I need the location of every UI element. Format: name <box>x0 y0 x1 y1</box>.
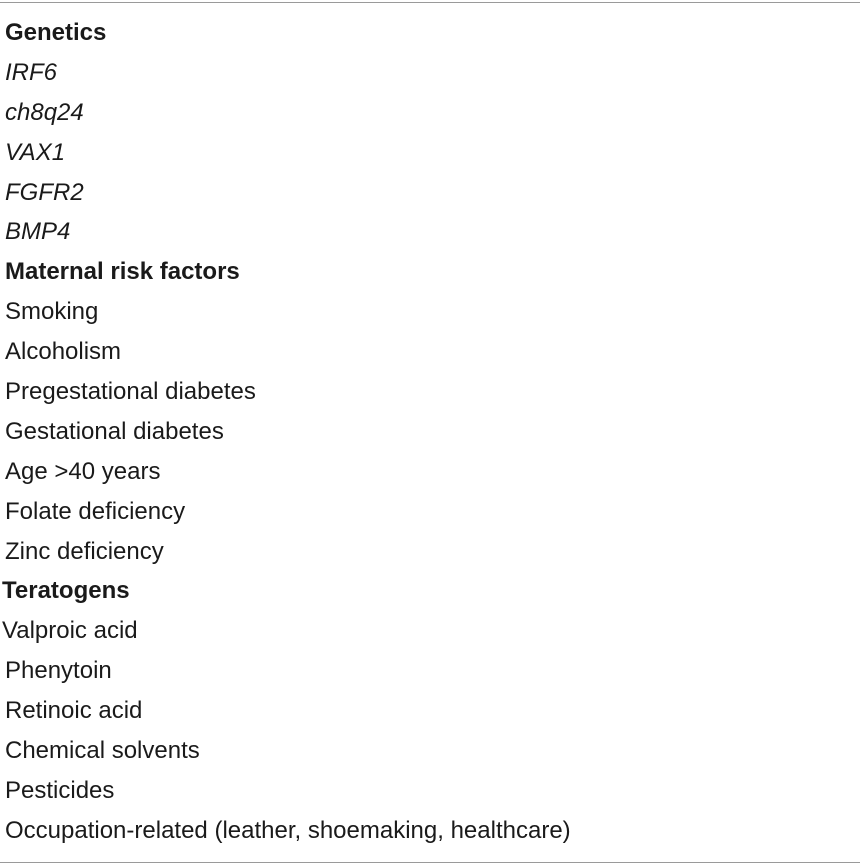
list-item: Occupation-related (leather, shoemaking, healthcare) <box>5 816 571 844</box>
list-item: Folate deficiency <box>5 497 186 525</box>
list-item: Retinoic acid <box>5 697 143 725</box>
list-item: Phenytoin <box>5 657 112 685</box>
list-item: VAX1 <box>5 138 66 166</box>
section-header-genetics: Genetics <box>5 19 107 46</box>
list-item: IRF6 <box>5 58 58 86</box>
table-top-rule <box>0 2 860 3</box>
list-item: Valproic acid <box>2 617 138 645</box>
list-item: Age >40 years <box>5 457 161 485</box>
section-header-teratogens: Teratogens <box>2 577 130 605</box>
list-item: Pregestational diabetes <box>5 378 256 406</box>
list-item: Alcoholism <box>5 338 122 366</box>
list-item: Smoking <box>5 298 99 326</box>
table-bottom-rule <box>0 862 860 863</box>
list-item: BMP4 <box>5 218 71 246</box>
list-item: Gestational diabetes <box>5 417 224 445</box>
list-item: ch8q24 <box>5 98 84 126</box>
section-header-maternal-risk-factors: Maternal risk factors <box>5 258 240 286</box>
risk-factor-table <box>0 13 860 851</box>
list-item: Pesticides <box>5 776 115 804</box>
list-item: Chemical solvents <box>5 737 200 765</box>
list-item: FGFR2 <box>5 178 84 206</box>
list-item: Zinc deficiency <box>5 537 164 565</box>
